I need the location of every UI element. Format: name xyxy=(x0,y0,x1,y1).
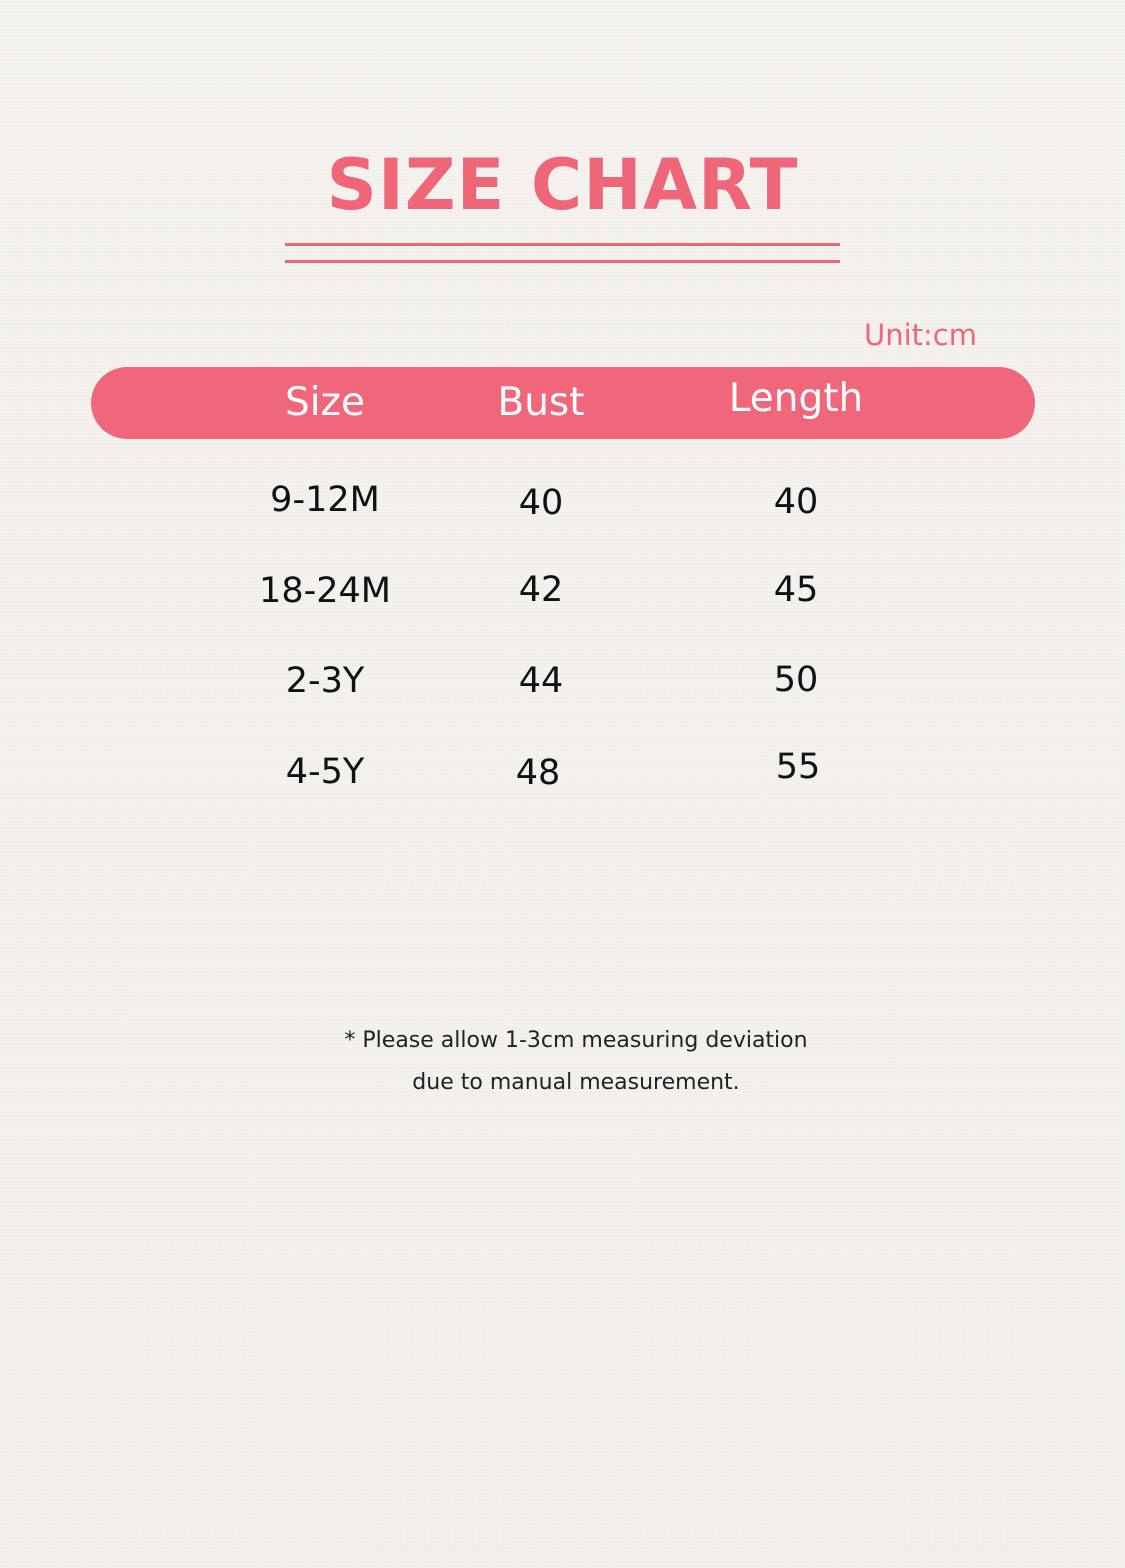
length-cell: 45 xyxy=(773,570,819,610)
title-underline-top xyxy=(285,243,840,246)
header-size: Size xyxy=(284,380,366,425)
size-cell: 9-12M xyxy=(270,480,380,520)
length-cell: 50 xyxy=(773,660,819,700)
size-cell: 4-5Y xyxy=(285,752,365,792)
measurement-note-line-1: * Please allow 1-3cm measuring deviation xyxy=(344,1028,808,1053)
unit-label: Unit:cm xyxy=(864,318,977,352)
size-cell: 18-24M xyxy=(259,571,391,611)
measurement-note-line-2: due to manual measurement. xyxy=(412,1070,740,1095)
bust-cell: 44 xyxy=(518,661,564,701)
length-cell: 40 xyxy=(773,482,819,522)
bust-cell: 48 xyxy=(515,753,561,793)
bust-cell: 40 xyxy=(518,483,564,523)
size-cell: 2-3Y xyxy=(285,661,365,701)
bust-cell: 42 xyxy=(518,570,564,610)
title-underline-bottom xyxy=(285,260,840,263)
table-header xyxy=(91,367,1035,439)
header-length: Length xyxy=(728,376,864,421)
page-title: SIZE CHART xyxy=(326,144,799,226)
length-cell: 55 xyxy=(775,747,821,787)
header-bust: Bust xyxy=(497,380,585,425)
